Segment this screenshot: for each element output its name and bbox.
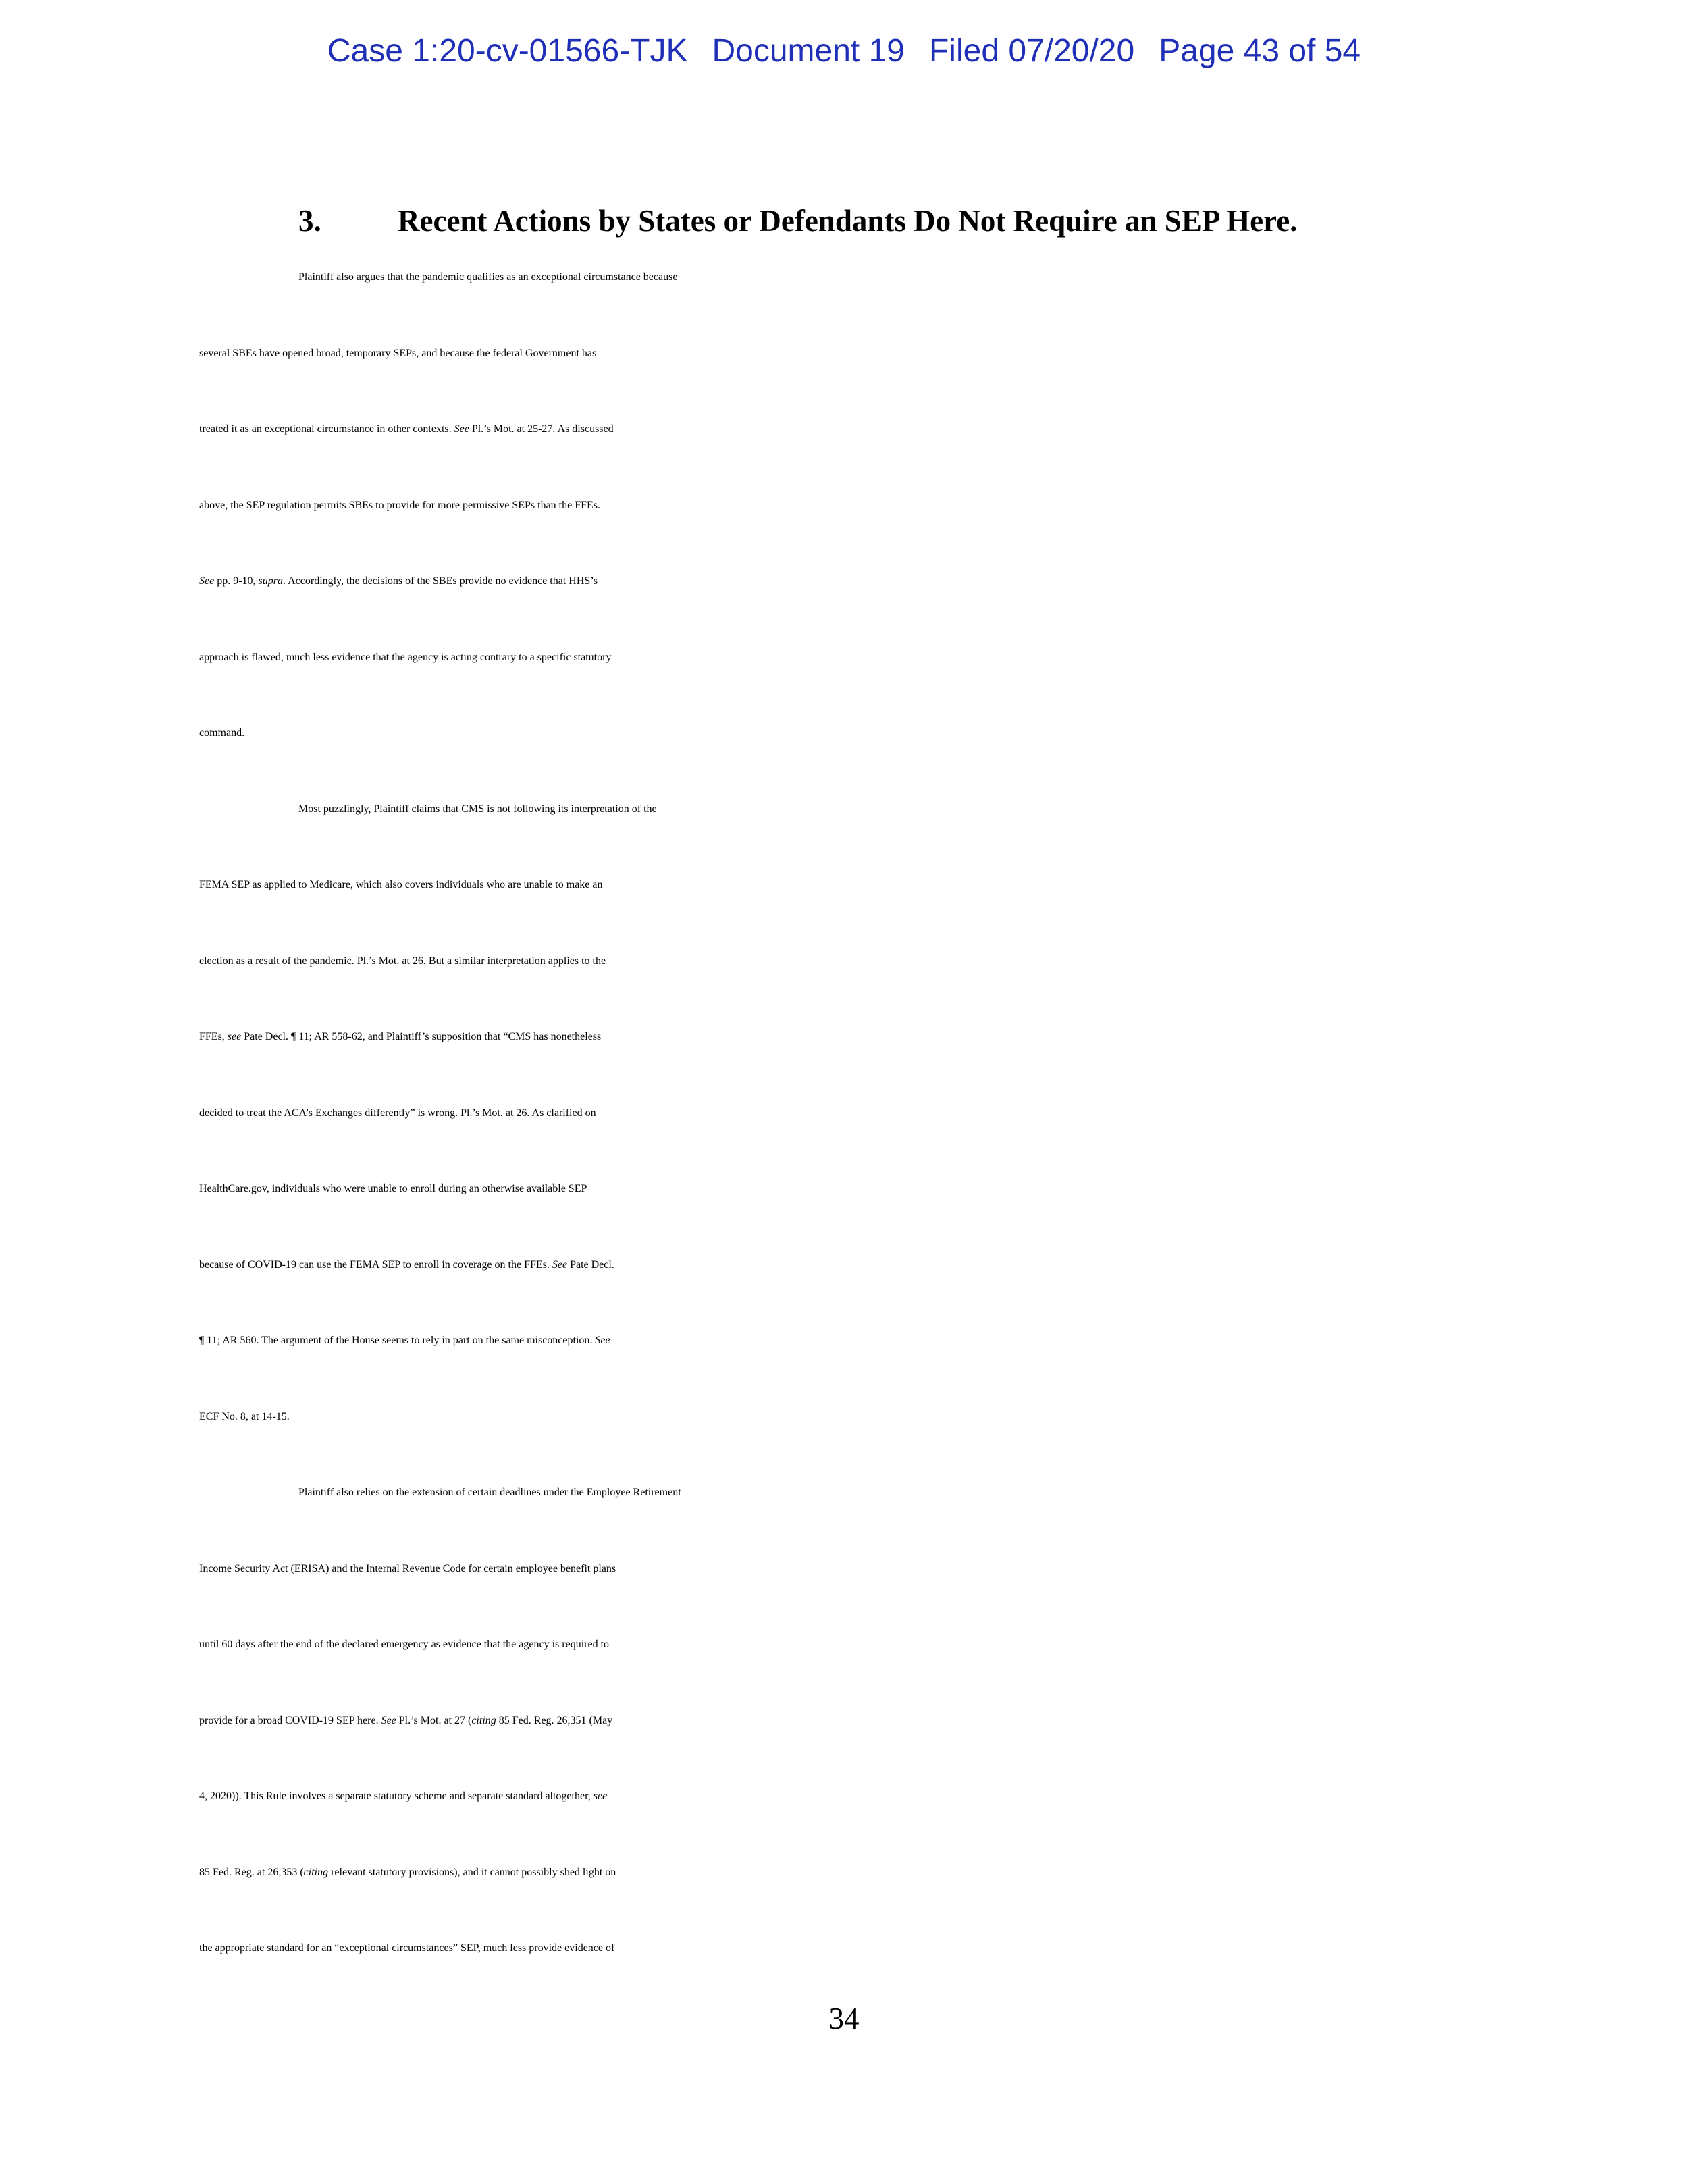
header-document-number: Document 19	[712, 33, 905, 69]
body-text	[199, 271, 1502, 2019]
text-line: Plaintiff also argues that the pandemic qualifies as an exceptional circumstance because	[298, 271, 678, 283]
text-line: 4, 2020)). This Rule involves a separate statutory scheme and separate standard altogether, see	[199, 1790, 608, 1802]
section-number: 3.	[298, 204, 321, 238]
text-line: treated it as an exceptional circumstance in other contexts. See Pl.’s Mot. at 25-27. As discussed	[199, 423, 614, 435]
ecf-header	[0, 30, 1688, 73]
section-heading	[199, 196, 1502, 246]
header-case-number: Case 1:20-cv-01566-TJK	[327, 33, 688, 69]
text-line: above, the SEP regulation permits SBEs to provide for more permissive SEPs than the FFEs.	[199, 499, 601, 511]
text-line: provide for a broad COVID-19 SEP here. See Pl.’s Mot. at 27 (citing 85 Fed. Reg. 26,351 (May	[199, 1714, 613, 1726]
section-title: Recent Actions by States or Defendants Do Not Require an SEP Here.	[398, 204, 1298, 238]
text-line: several SBEs have opened broad, temporary SEPs, and because the federal Government has	[199, 347, 597, 359]
text-line: election as a result of the pandemic. Pl.’s Mot. at 26. But a similar interpretation applies to the	[199, 955, 606, 967]
text-line: FFEs, see Pate Decl. ¶ 11; AR 558-62, and Plaintiff’s supposition that “CMS has nonetheless	[199, 1031, 602, 1042]
text-line: approach is flawed, much less evidence that the agency is acting contrary to a specific statutory	[199, 651, 612, 663]
text-line: See pp. 9-10, supra. Accordingly, the decisions of the SBEs provide no evidence that HHS’s	[199, 575, 598, 587]
text-line: ¶ 11; AR 560. The argument of the House seems to rely in part on the same misconception. See	[199, 1335, 610, 1346]
text-line: because of COVID-19 can use the FEMA SEP to enroll in coverage on the FFEs. See Pate Decl.	[199, 1258, 614, 1271]
page-number: 34	[828, 2002, 860, 2035]
text-line: the appropriate standard for an “exceptional circumstances” SEP, much less provide evidence of	[199, 1942, 615, 1954]
text-line: Income Security Act (ERISA) and the Internal Revenue Code for certain employee benefit plans	[199, 1562, 616, 1574]
text-line: command.	[199, 727, 245, 739]
header-page-count: Page 43 of 54	[1159, 33, 1361, 69]
text-line: ECF No. 8, at 14-15.	[199, 1410, 290, 1422]
text-line: FEMA SEP as applied to Medicare, which also covers individuals who are unable to make an	[199, 879, 603, 890]
text-line: HealthCare.gov, individuals who were unable to enroll during an otherwise available SEP	[199, 1183, 587, 1194]
text-line: Most puzzlingly, Plaintiff claims that CMS is not following its interpretation of the	[298, 803, 657, 815]
text-line: until 60 days after the end of the declared emergency as evidence that the agency is required to	[199, 1639, 610, 1650]
text-line: 85 Fed. Reg. at 26,353 (citing relevant statutory provisions), and it cannot possibly shed light on	[199, 1866, 616, 1878]
text-line: Plaintiff also relies on the extension of certain deadlines under the Employee Retirement	[298, 1487, 681, 1498]
document-body	[199, 196, 1502, 2019]
text-line: decided to treat the ACA’s Exchanges differently” is wrong. Pl.’s Mot. at 26. As clarified on	[199, 1107, 596, 1119]
header-filed-date: Filed 07/20/20	[928, 33, 1135, 69]
